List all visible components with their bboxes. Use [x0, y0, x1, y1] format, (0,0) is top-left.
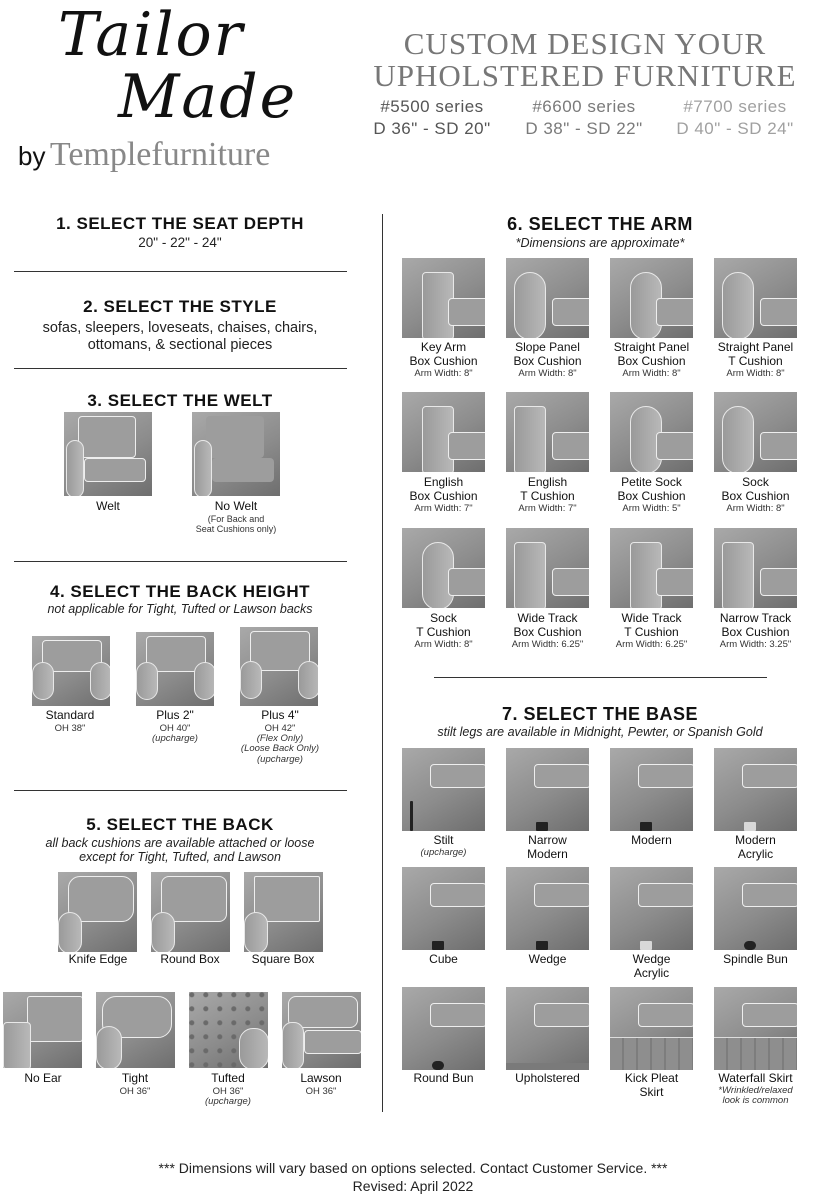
back-round-box-image[interactable]	[151, 872, 230, 952]
back-no-ear-image[interactable]	[3, 992, 82, 1068]
arm-wide-track-t-caption: Wide Track T Cushion Arm Width: 6.25"	[615, 611, 688, 650]
back-knife-edge-image[interactable]	[58, 872, 137, 952]
back-height-plus2-image[interactable]	[136, 632, 214, 706]
arm-key-arm-box-caption: Key Arm Box Cushion Arm Width: 8"	[409, 340, 478, 379]
divider-6	[434, 677, 767, 678]
welt-caption: Welt	[96, 499, 120, 513]
series-6600	[509, 96, 659, 140]
base-waterfall-skirt-caption: Waterfall Skirt *Wrinkled/relaxed look is common	[718, 1071, 793, 1106]
base-kick-pleat-skirt-image[interactable]	[610, 987, 693, 1070]
s2-sub1: sofas, sleepers, loveseats, chaises, chairs,	[42, 320, 318, 336]
logo-furniture: furniture	[151, 136, 271, 173]
divider-1	[14, 271, 347, 272]
arm-narrow-track-box-caption: Narrow Track Box Cushion Arm Width: 3.25"	[719, 611, 792, 650]
base-waterfall-skirt-image[interactable]	[714, 987, 797, 1070]
s4-title: 4. SELECT THE BACK HEIGHT	[50, 582, 310, 601]
series-7700-name: #7700 series	[683, 97, 787, 116]
base-modern-image[interactable]	[610, 748, 693, 831]
arm-petite-sock-box-caption: Petite Sock Box Cushion Arm Width: 5"	[617, 475, 686, 514]
base-wedge-acrylic-image[interactable]	[610, 867, 693, 950]
arm-straight-panel-t-image[interactable]	[714, 258, 797, 338]
base-wedge-caption: Wedge	[528, 952, 567, 966]
base-wedge-image[interactable]	[506, 867, 589, 950]
s2-sub2: ottomans, & sectional pieces	[87, 337, 273, 353]
arm-slope-panel-box-caption: Slope Panel Box Cushion Arm Width: 8"	[513, 340, 582, 379]
base-upholstered-image[interactable]	[506, 987, 589, 1070]
back-tufted-image[interactable]	[189, 992, 268, 1068]
base-modern-acrylic-image[interactable]	[714, 748, 797, 831]
arm-key-arm-box-image[interactable]	[402, 258, 485, 338]
base-cube-image[interactable]	[402, 867, 485, 950]
column-divider	[382, 214, 383, 1112]
back-lawson-caption: Lawson OH 36"	[300, 1071, 342, 1097]
series-7700	[660, 96, 810, 140]
base-kick-pleat-skirt-caption: Kick Pleat Skirt	[624, 1071, 679, 1099]
logo-tailor: Tailor	[58, 0, 245, 70]
arm-english-box-image[interactable]	[402, 392, 485, 472]
base-spindle-bun-image[interactable]	[714, 867, 797, 950]
divider-4	[14, 790, 347, 791]
no-welt-caption: No Welt (For Back and Seat Cushions only)	[195, 499, 277, 534]
base-round-bun-caption: Round Bun	[413, 1071, 474, 1085]
back-height-standard-image[interactable]	[32, 636, 110, 706]
logo-temple: Temple	[49, 136, 152, 173]
base-stilt-caption: Stilt (upcharge)	[420, 833, 467, 858]
arm-petite-sock-box-image[interactable]	[610, 392, 693, 472]
base-upholstered-caption: Upholstered	[515, 1071, 580, 1085]
s2-title: 2. SELECT THE STYLE	[83, 297, 277, 316]
welt-image[interactable]	[64, 412, 152, 496]
arm-sock-box-caption: Sock Box Cushion Arm Width: 8"	[721, 475, 790, 514]
back-height-plus2-caption: Plus 2" OH 40" (upcharge)	[152, 708, 198, 744]
logo-brand	[18, 136, 270, 174]
footer-disclaimer: *** Dimensions will vary based on options selected. Contact Customer Service. ***	[158, 1160, 668, 1176]
s5-sub1: all back cushions are available attached or loose	[45, 836, 315, 850]
base-modern-caption: Modern	[631, 833, 672, 847]
s7-title: 7. SELECT THE BASE	[501, 704, 699, 724]
arm-wide-track-t-image[interactable]	[610, 528, 693, 608]
arm-sock-t-image[interactable]	[402, 528, 485, 608]
footer-revised: Revised: April 2022	[352, 1178, 474, 1194]
base-narrow-modern-caption: Narrow Modern	[527, 833, 568, 861]
s1-title: 1. SELECT THE SEAT DEPTH	[56, 214, 304, 233]
base-cube-caption: Cube	[429, 952, 458, 966]
series-6600-dims: D 38" - SD 22"	[525, 119, 643, 138]
series-5500-dims: D 36" - SD 20"	[373, 119, 491, 138]
arm-wide-track-box-image[interactable]	[506, 528, 589, 608]
s6-sub: *Dimensions are approximate*	[515, 236, 685, 250]
header-title-1: CUSTOM DESIGN YOUR	[403, 26, 767, 61]
back-round-box-caption: Round Box	[160, 952, 220, 966]
s7-sub: stilt legs are available in Midnight, Pewter, or Spanish Gold	[437, 725, 763, 739]
arm-sock-box-image[interactable]	[714, 392, 797, 472]
series-6600-name: #6600 series	[532, 97, 636, 116]
base-wedge-acrylic-caption: Wedge Acrylic	[632, 952, 671, 980]
series-5500-name: #5500 series	[380, 97, 484, 116]
s5-sub2: except for Tight, Tufted, and Lawson	[79, 850, 281, 864]
arm-slope-panel-box-image[interactable]	[506, 258, 589, 338]
s5-title: 5. SELECT THE BACK	[86, 815, 274, 834]
arm-narrow-track-box-image[interactable]	[714, 528, 797, 608]
series-5500	[357, 96, 507, 140]
arm-straight-panel-box-image[interactable]	[610, 258, 693, 338]
base-round-bun-image[interactable]	[402, 987, 485, 1070]
arm-english-box-caption: English Box Cushion Arm Width: 7"	[409, 475, 478, 514]
logo-made: Made	[118, 62, 298, 132]
back-height-plus4-image[interactable]	[240, 627, 318, 706]
arm-wide-track-box-caption: Wide Track Box Cushion Arm Width: 6.25"	[511, 611, 584, 650]
s4-sub: not applicable for Tight, Tufted or Lawson backs	[47, 602, 313, 616]
divider-3	[14, 561, 347, 562]
s6-title: 6. SELECT THE ARM	[507, 214, 693, 234]
s3-title: 3. SELECT THE WELT	[87, 391, 273, 410]
s1-sub: 20" - 22" - 24"	[138, 235, 222, 250]
back-tufted-caption: Tufted OH 36" (upcharge)	[205, 1071, 251, 1107]
back-no-ear-caption: No Ear	[24, 1071, 62, 1085]
arm-straight-panel-t-caption: Straight Panel T Cushion Arm Width: 8"	[717, 340, 794, 379]
base-narrow-modern-image[interactable]	[506, 748, 589, 831]
arm-english-t-caption: English T Cushion Arm Width: 7"	[518, 475, 577, 514]
base-modern-acrylic-caption: Modern Acrylic	[735, 833, 776, 861]
header-title-2: UPHOLSTERED FURNITURE	[373, 58, 797, 93]
back-tight-caption: Tight OH 36"	[119, 1071, 151, 1097]
base-stilt-image[interactable]	[402, 748, 485, 831]
back-knife-edge-caption: Knife Edge	[68, 952, 128, 966]
arm-straight-panel-box-caption: Straight Panel Box Cushion Arm Width: 8"	[613, 340, 690, 379]
base-spindle-bun-caption: Spindle Bun	[723, 952, 788, 966]
arm-english-t-image[interactable]	[506, 392, 589, 472]
back-tight-image[interactable]	[96, 992, 175, 1068]
arm-sock-t-caption: Sock T Cushion Arm Width: 8"	[414, 611, 473, 650]
no-welt-image[interactable]	[192, 412, 280, 496]
series-7700-dims: D 40" - SD 24"	[676, 119, 794, 138]
back-height-standard-caption: Standard OH 38"	[45, 708, 95, 734]
back-lawson-image[interactable]	[282, 992, 361, 1068]
back-height-plus4-caption: Plus 4" OH 42" (Flex Only) (Loose Back Only) (upcharge)	[240, 708, 320, 765]
back-square-box-caption: Square Box	[251, 952, 315, 966]
back-square-box-image[interactable]	[244, 872, 323, 952]
logo-by: by	[18, 141, 46, 171]
divider-2	[14, 368, 347, 369]
